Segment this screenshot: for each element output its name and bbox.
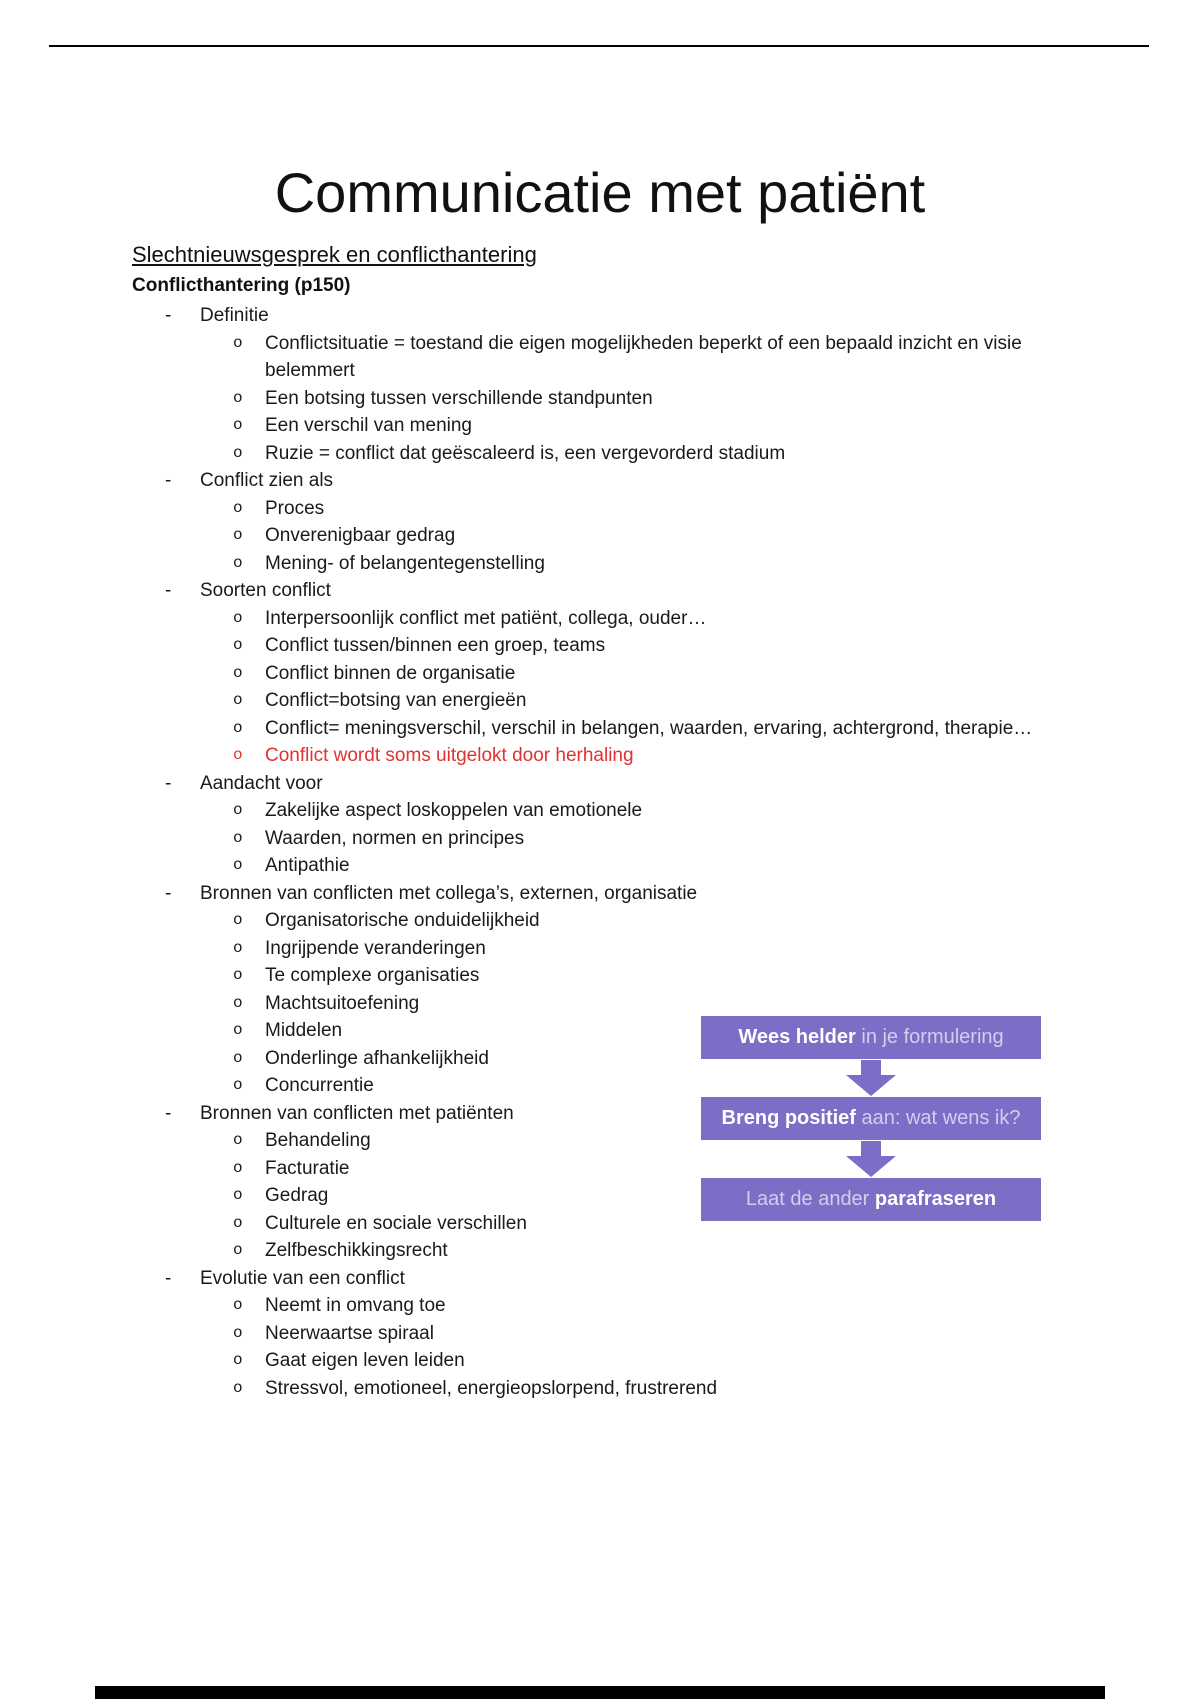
o-bullet-marker: o xyxy=(233,993,243,1012)
outline-text: Organisatorische onduidelijkheid xyxy=(265,910,540,931)
outline-text: Ruzie = conflict dat geëscaleerd is, een vergevorderd stadium xyxy=(265,442,786,464)
outline-item-level2 xyxy=(132,522,1037,550)
o-bullet-marker: o xyxy=(233,1076,243,1094)
outline-text: Conflict= meningsverschil, verschil in belangen, waarden, ervaring, achtergrond, therapie… xyxy=(265,717,1033,739)
outline-text: Behandeling xyxy=(265,1130,371,1151)
dash-bullet-marker: - xyxy=(165,1102,172,1124)
diagram-text: Laat de ander xyxy=(745,1188,875,1210)
outline-text: Concurrentie xyxy=(265,1075,374,1096)
o-bullet-marker: o xyxy=(233,966,243,984)
outline-text: Gedrag xyxy=(265,1185,329,1206)
outline-item-level2 xyxy=(132,660,1037,688)
outline-item-level2 xyxy=(132,632,1037,660)
o-bullet-marker: o xyxy=(233,938,243,957)
o-bullet-marker: o xyxy=(233,1241,243,1259)
outline-item-level2 xyxy=(132,852,1037,880)
outline-text: Te complexe organisaties xyxy=(265,965,480,986)
o-bullet-marker: o xyxy=(233,828,243,847)
outline-text: Stressvol, emotioneel, energieopslorpend, frustrerend xyxy=(265,1377,718,1399)
document-body xyxy=(132,242,1037,1402)
dash-bullet-marker: - xyxy=(165,1267,172,1289)
outline-item-level2 xyxy=(132,550,1037,578)
outline-text: Conflictsituatie = toestand die eigen mogelijkheden beperkt of een bepaald inzicht en visie belemmert xyxy=(265,332,1022,381)
outline-item-level2 xyxy=(132,1320,1037,1348)
diagram-text-bold: Breng positief xyxy=(721,1107,856,1129)
outline-item-level1 xyxy=(132,1265,1037,1293)
o-bullet-marker: o xyxy=(233,1296,243,1314)
outline-text: Mening- of belangentegenstelling xyxy=(265,552,545,574)
outline-text: Waarden, normen en principes xyxy=(265,827,525,849)
outline-text: Zelfbeschikkingsrecht xyxy=(265,1240,448,1261)
outline-text: Antipathie xyxy=(265,855,350,876)
outline-text: Gaat eigen leven leiden xyxy=(265,1350,465,1371)
outline-list xyxy=(132,302,1037,1402)
outline-text: Onverenigbaar gedrag xyxy=(265,525,456,546)
outline-item-level1 xyxy=(132,302,1037,330)
outline-item-level2 xyxy=(132,797,1037,825)
outline-text: Machtsuitoefening xyxy=(265,992,420,1014)
o-bullet-marker: o xyxy=(233,553,243,572)
o-bullet-marker: o xyxy=(233,801,243,819)
outline-text: Onderlinge afhankelijkheid xyxy=(265,1047,489,1069)
outline-label: Soorten conflict xyxy=(200,580,331,601)
o-bullet-marker: o xyxy=(233,416,243,434)
outline-item-level2 xyxy=(132,1375,1037,1403)
outline-item-level2 xyxy=(132,742,1037,770)
o-bullet-marker: o xyxy=(233,746,243,764)
outline-item-level2 xyxy=(132,412,1037,440)
o-bullet-marker: o xyxy=(233,333,243,352)
outline-label: Bronnen van conflicten met patiënten xyxy=(200,1102,514,1124)
outline-text: Interpersoonlijk conflict met patiënt, collega, ouder… xyxy=(265,607,707,629)
header-rule xyxy=(49,45,1149,47)
outline-text: Neerwaartse spiraal xyxy=(265,1322,434,1344)
outline-item-level2 xyxy=(132,935,1037,963)
dash-bullet-marker: - xyxy=(165,470,172,491)
o-bullet-marker: o xyxy=(233,1323,243,1342)
diagram-text-bold: Wees helder xyxy=(738,1026,856,1048)
outline-item-level1 xyxy=(132,467,1037,495)
outline-label: Conflict zien als xyxy=(200,470,334,491)
outline-item-level2 xyxy=(132,687,1037,715)
o-bullet-marker: o xyxy=(233,663,243,682)
outline-item-level2 xyxy=(132,907,1037,935)
outline-item-level2 xyxy=(132,385,1037,413)
outline-text: Een verschil van mening xyxy=(265,415,472,436)
page-title: Communicatie met patiënt xyxy=(274,160,926,224)
outline-text: Facturatie xyxy=(265,1157,350,1179)
outline-label: Definitie xyxy=(200,305,269,326)
outline-label: Bronnen van conflicten met collega’s, externen, organisatie xyxy=(200,882,698,904)
outline-text: Conflict binnen de organisatie xyxy=(265,662,516,684)
o-bullet-marker: o xyxy=(233,636,243,654)
outline-item-level1 xyxy=(132,770,1037,798)
o-bullet-marker: o xyxy=(233,1158,243,1177)
o-bullet-marker: o xyxy=(233,526,243,544)
down-arrow-icon xyxy=(842,1141,900,1177)
down-arrow-icon xyxy=(842,1060,900,1096)
outline-item-level2 xyxy=(132,440,1037,468)
o-bullet-marker: o xyxy=(233,608,243,627)
diagram-text: aan: wat wens ik? xyxy=(855,1107,1021,1129)
outline-item-level2 xyxy=(132,715,1037,743)
diagram-box xyxy=(701,1178,1041,1221)
outline-label: Aandacht voor xyxy=(200,772,323,794)
section-heading: Slechtnieuwsgesprek en conflicthantering xyxy=(132,242,537,267)
o-bullet-marker: o xyxy=(233,691,243,709)
outline-item-level2 xyxy=(132,962,1037,990)
outline-item-level2 xyxy=(132,1292,1037,1320)
outline-item-level2 xyxy=(132,495,1037,523)
o-bullet-marker: o xyxy=(233,1131,243,1149)
outline-item-level2 xyxy=(132,825,1037,853)
outline-text: Conflict=botsing van energieën xyxy=(265,690,527,711)
dash-bullet-marker: - xyxy=(165,580,172,601)
outline-text: Neemt in omvang toe xyxy=(265,1295,446,1316)
outline-item-level1 xyxy=(132,577,1037,605)
diagram-text-bold: parafraseren xyxy=(874,1188,997,1210)
dash-bullet-marker: - xyxy=(165,305,172,326)
o-bullet-marker: o xyxy=(233,1048,243,1067)
dash-bullet-marker: - xyxy=(165,772,172,794)
outline-text: Zakelijke aspect loskoppelen van emotionele xyxy=(265,800,643,821)
outline-text: Conflict wordt soms uitgelokt door herhaling xyxy=(265,745,634,766)
outline-item-level2 xyxy=(132,990,1037,1018)
smartart-diagram xyxy=(705,1016,1037,1221)
o-bullet-marker: o xyxy=(233,1351,243,1369)
outline-text: Proces xyxy=(265,497,325,519)
outline-text: Conflict tussen/binnen een groep, teams xyxy=(265,635,606,656)
o-bullet-marker: o xyxy=(233,1378,243,1397)
outline-text: Een botsing tussen verschillende standpunten xyxy=(265,387,653,409)
o-bullet-marker: o xyxy=(233,718,243,737)
outline-label: Evolutie van een conflict xyxy=(200,1267,405,1289)
diagram-text: in je formulering xyxy=(855,1026,1004,1048)
outline-item-level2 xyxy=(132,1347,1037,1375)
outline-item-level1 xyxy=(132,880,1037,908)
dash-bullet-marker: - xyxy=(165,882,172,904)
section-subheading: Conflicthantering (p150) xyxy=(132,275,351,296)
footer-bar xyxy=(95,1686,1105,1699)
outline-item-level2 xyxy=(132,1237,1037,1265)
diagram-box xyxy=(701,1016,1041,1059)
outline-item-level2 xyxy=(132,605,1037,633)
o-bullet-marker: o xyxy=(233,498,243,517)
o-bullet-marker: o xyxy=(233,1021,243,1039)
outline-text: Culturele en sociale verschillen xyxy=(265,1212,527,1234)
o-bullet-marker: o xyxy=(233,443,243,462)
o-bullet-marker: o xyxy=(233,1186,243,1204)
o-bullet-marker: o xyxy=(233,911,243,929)
o-bullet-marker: o xyxy=(233,1213,243,1232)
diagram-box xyxy=(701,1097,1041,1140)
outline-text: Middelen xyxy=(265,1020,343,1041)
outline-item-level2 xyxy=(132,330,1037,385)
o-bullet-marker: o xyxy=(233,388,243,407)
o-bullet-marker: o xyxy=(233,856,243,874)
outline-text: Ingrijpende veranderingen xyxy=(265,937,486,959)
